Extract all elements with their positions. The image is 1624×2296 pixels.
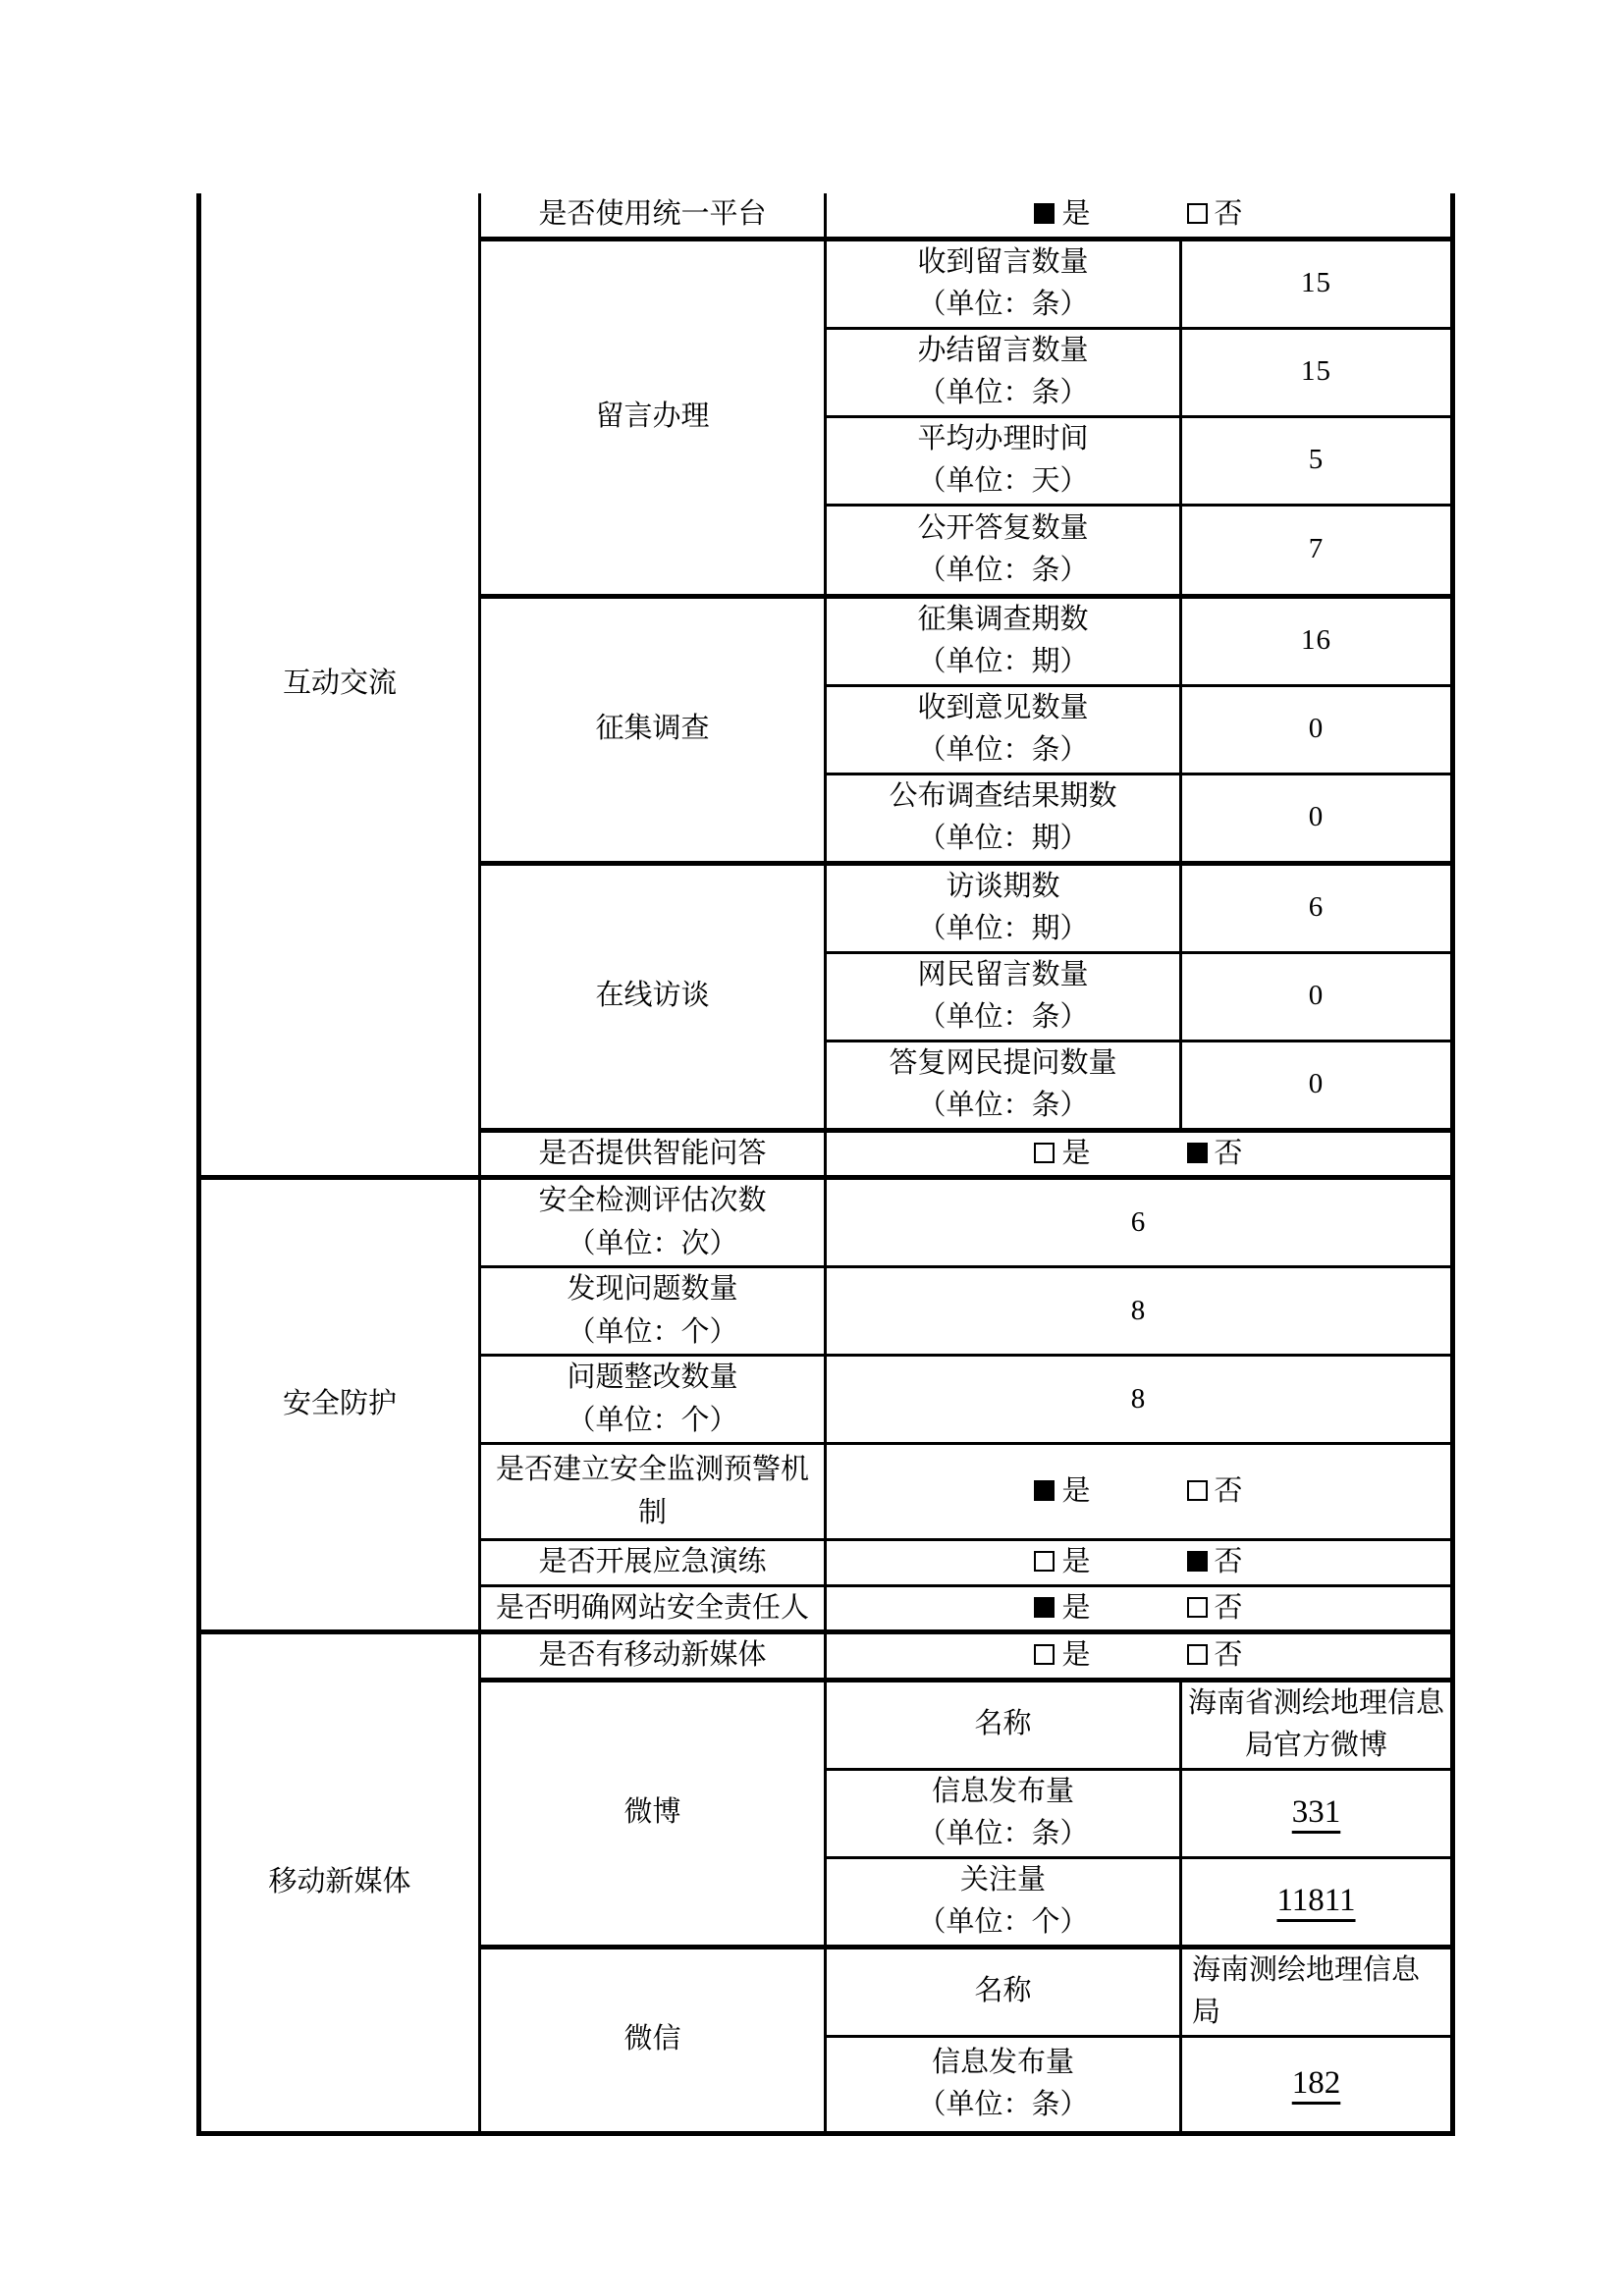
indicator-value: 16 [1181,596,1453,685]
indicator-name: 征集调查期数 [917,603,1089,635]
yes-checkbox-icon [1034,1644,1055,1665]
indicator-unit: （单位：条） [917,2089,1089,2120]
indicator-name: 网民留言数量 [917,958,1089,990]
section-label-interaction: 互动交流 [199,193,480,1178]
indicator-name-cell [826,596,1181,685]
yes-option [1034,1634,1090,1678]
indicator-name: 访谈期数 [946,870,1060,902]
indicator-value: 6 [826,1178,1453,1267]
indicator-name: 发现问题数量 [567,1273,738,1305]
indicator-unit: （单位：个） [567,1315,738,1348]
indicator-value: 15 [1181,328,1453,416]
yes-option [1034,1541,1090,1584]
no-checkbox-icon [1187,1597,1208,1618]
weibo-name-value: 海南省测绘地理信息局官方微博 [1181,1680,1453,1769]
indicator-name-cell [826,328,1181,416]
indicator-value: 6 [1181,863,1453,952]
indicator-name-cell [826,774,1181,863]
no-option [1187,1634,1243,1678]
indicator-name-cell [826,239,1181,328]
indicator-value: 5 [1181,416,1453,505]
yes-checkbox-icon [1034,1551,1055,1572]
indicator-name: 问题整改数量 [567,1362,738,1393]
indicator-name: 办结留言数量 [917,334,1089,366]
indicator-unit: （单位：条） [917,377,1089,408]
smart-qa-answer-cell [826,1130,1453,1178]
group-label-weibo: 微博 [480,1680,826,1947]
no-option [1187,1470,1243,1514]
indicator-name: 收到留言数量 [917,245,1089,278]
no-checkbox-icon [1187,1143,1208,1163]
row-label-smart-qa: 是否提供智能问答 [480,1130,826,1178]
indicator-name: 答复网民提问数量 [889,1046,1117,1079]
weixin-posts-value [1181,2036,1453,2133]
yes-label: 是 [1061,1591,1091,1624]
indicator-unit: （单位：条） [917,734,1089,766]
row-label-emergency-drill: 是否开展应急演练 [480,1540,826,1586]
no-label: 否 [1214,1639,1243,1671]
indicator-value: 8 [826,1267,1453,1356]
indicator-value: 7 [1181,505,1453,596]
row-label-security-responsible-person: 是否明确网站安全责任人 [480,1585,826,1632]
indicator-value: 15 [1181,239,1453,328]
indicator-name: 公开答复数量 [917,511,1089,544]
no-option [1187,1587,1243,1630]
section-label-mobile-media: 移动新媒体 [199,1632,480,2134]
indicator-unit: （单位：条） [917,1090,1089,1121]
indicator-name-cell [826,863,1181,952]
yes-option [1034,193,1090,237]
yes-label: 是 [1061,1474,1091,1507]
yes-label: 是 [1061,1639,1091,1671]
yes-label: 是 [1061,198,1091,230]
indicator-unit: （单位：条） [917,1001,1089,1033]
indicator-unit: （单位：条） [917,289,1089,320]
yes-checkbox-icon [1034,1480,1055,1501]
weibo-posts-value [1181,1769,1453,1857]
no-option [1187,1541,1243,1584]
weibo-name-label: 名称 [826,1680,1181,1769]
no-option [1187,193,1243,237]
yes-label: 是 [1061,1137,1091,1169]
has-mobile-media-answer-cell [826,1632,1453,1681]
indicator-name-cell [826,416,1181,505]
indicator-name: 信息发布量 [931,1775,1074,1807]
indicator-name: 公布调查结果期数 [889,779,1117,812]
indicator-name-cell [826,1041,1181,1130]
no-checkbox-icon [1187,1551,1208,1572]
no-label: 否 [1214,1591,1243,1624]
indicator-name: 信息发布量 [931,2046,1074,2078]
emergency-drill-answer-cell [826,1540,1453,1586]
indicator-unit: （单位：个） [567,1404,738,1436]
section-label-security: 安全防护 [199,1178,480,1632]
indicator-name: 安全检测评估次数 [538,1185,767,1216]
indicator-name-cell [826,952,1181,1041]
indicator-name-cell [826,2036,1181,2133]
yes-label: 是 [1061,1546,1091,1577]
underlined-value: 331 [1291,1794,1341,1831]
yes-checkbox-icon [1034,1597,1055,1618]
underlined-value: 182 [1291,2065,1341,2102]
indicator-name-cell [826,505,1181,596]
security-monitoring-answer-cell [826,1444,1453,1540]
indicator-unit: （单位：条） [917,555,1089,586]
indicator-name-cell [826,1769,1181,1857]
security-responsible-answer-cell [826,1585,1453,1632]
no-label: 否 [1214,1546,1243,1577]
no-label: 否 [1214,1137,1243,1169]
indicator-name: 收到意见数量 [917,691,1089,723]
weixin-name-value: 海南测绘地理信息局 [1181,1947,1453,2036]
indicator-value: 0 [1181,1041,1453,1130]
indicator-name-cell [826,1857,1181,1947]
indicator-unit: （单位：期） [917,913,1089,944]
row-label-security-monitoring: 是否建立安全监测预警机制 [480,1444,826,1540]
indicator-unit: （单位：期） [917,823,1089,854]
yes-option [1034,1470,1090,1514]
indicator-name-cell [480,1178,826,1267]
indicator-unit: （单位：条） [917,1818,1089,1849]
indicator-value: 8 [826,1356,1453,1444]
row-label-unified-platform: 是否使用统一平台 [480,193,826,239]
indicator-value: 0 [1181,952,1453,1041]
indicator-value: 0 [1181,774,1453,863]
yes-option [1034,1587,1090,1630]
group-label-interview: 在线访谈 [480,863,826,1130]
yes-option [1034,1133,1090,1176]
weixin-name-label: 名称 [826,1947,1181,2036]
row-label-has-mobile-media: 是否有移动新媒体 [480,1632,826,1681]
indicator-unit: （单位：期） [917,646,1089,677]
no-label: 否 [1214,198,1243,230]
no-checkbox-icon [1187,1644,1208,1665]
indicator-name: 平均办理时间 [917,422,1089,454]
unified-platform-answer-cell [826,193,1453,239]
indicator-name-cell [480,1267,826,1356]
weibo-followers-value [1181,1857,1453,1947]
indicator-unit: （单位：天） [917,465,1089,497]
yes-checkbox-icon [1034,203,1055,224]
group-label-weixin: 微信 [480,1947,826,2133]
no-label: 否 [1214,1474,1243,1507]
no-checkbox-icon [1187,203,1208,224]
indicator-name-cell [826,685,1181,774]
group-label-survey: 征集调查 [480,596,826,863]
group-label-message-handling: 留言办理 [480,239,826,596]
indicator-name-cell [480,1356,826,1444]
no-option [1187,1133,1243,1176]
indicator-unit: （单位：个） [917,1906,1089,1938]
yes-checkbox-icon [1034,1143,1055,1163]
indicator-value: 0 [1181,685,1453,774]
indicator-unit: （单位：次） [567,1227,738,1259]
annual-report-table [196,193,1455,2136]
underlined-value: 11811 [1276,1883,1356,1919]
indicator-name: 关注量 [959,1863,1046,1896]
no-checkbox-icon [1187,1480,1208,1501]
